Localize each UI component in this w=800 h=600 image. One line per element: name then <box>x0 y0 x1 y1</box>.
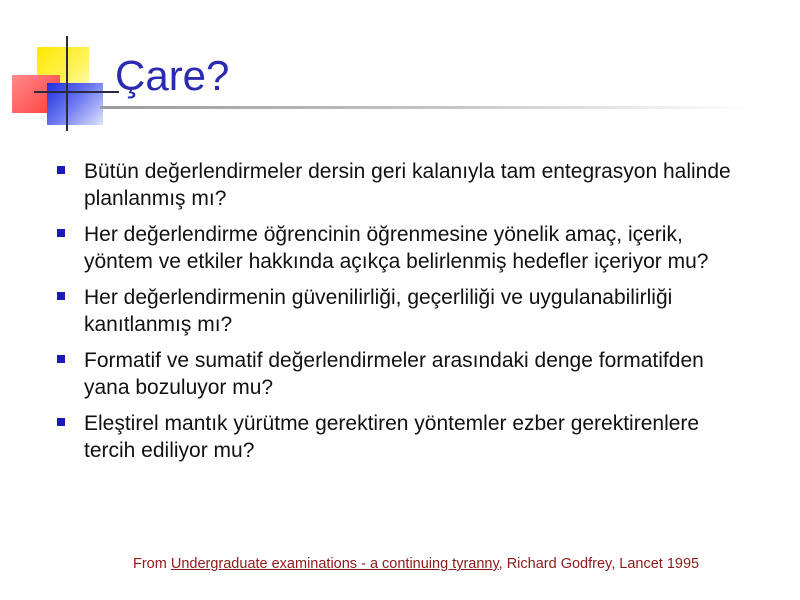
slide-title: Çare? <box>115 52 230 99</box>
bullet-item-5 <box>56 410 746 464</box>
bullet-square-icon <box>57 229 65 237</box>
citation <box>133 556 699 572</box>
bullet-item-2 <box>56 221 746 275</box>
citation-suffix: , Richard Godfrey, Lancet 1995 <box>498 556 700 572</box>
bullet-square-icon <box>57 292 65 300</box>
bullet-item-4 <box>56 347 746 401</box>
bullet-item-3 <box>56 284 746 338</box>
bullet-text: Bütün değerlendirmeler dersin geri kalanıyla tam entegrasyon halinde planlanmış mı? <box>84 160 731 210</box>
bullet-item-1 <box>56 158 746 212</box>
bullet-text: Formatif ve sumatif değerlendirmeler arasındaki denge formatifden yana bozuluyor mu? <box>84 349 704 399</box>
citation-prefix: From <box>133 556 171 572</box>
bullet-list <box>56 158 746 473</box>
bullet-text: Her değerlendirmenin güvenilirliği, geçerliliği ve uygulanabilirliği kanıtlanmış mı? <box>84 286 673 336</box>
bullet-text: Eleştirel mantık yürütme gerektiren yöntemler ezber gerektirenlere tercih ediliyor mu? <box>84 412 700 462</box>
bullet-square-icon <box>57 355 65 363</box>
logo-vertical-line <box>66 36 68 131</box>
logo-horizontal-line <box>34 91 119 93</box>
bullet-text: Her değerlendirme öğrencinin öğrenmesine yönelik amaç, içerik, yöntem ve etkiler hakkında açıkça belirlenmiş hedefler içeriyor mu? <box>84 223 709 273</box>
title-underline <box>100 106 750 109</box>
citation-link[interactable]: Undergraduate examinations - a continuing tyranny <box>170 556 499 572</box>
slide-logo-decoration <box>0 0 130 140</box>
bullet-square-icon <box>57 418 65 426</box>
bullet-square-icon <box>57 166 65 174</box>
logo-blue-square <box>47 83 103 125</box>
